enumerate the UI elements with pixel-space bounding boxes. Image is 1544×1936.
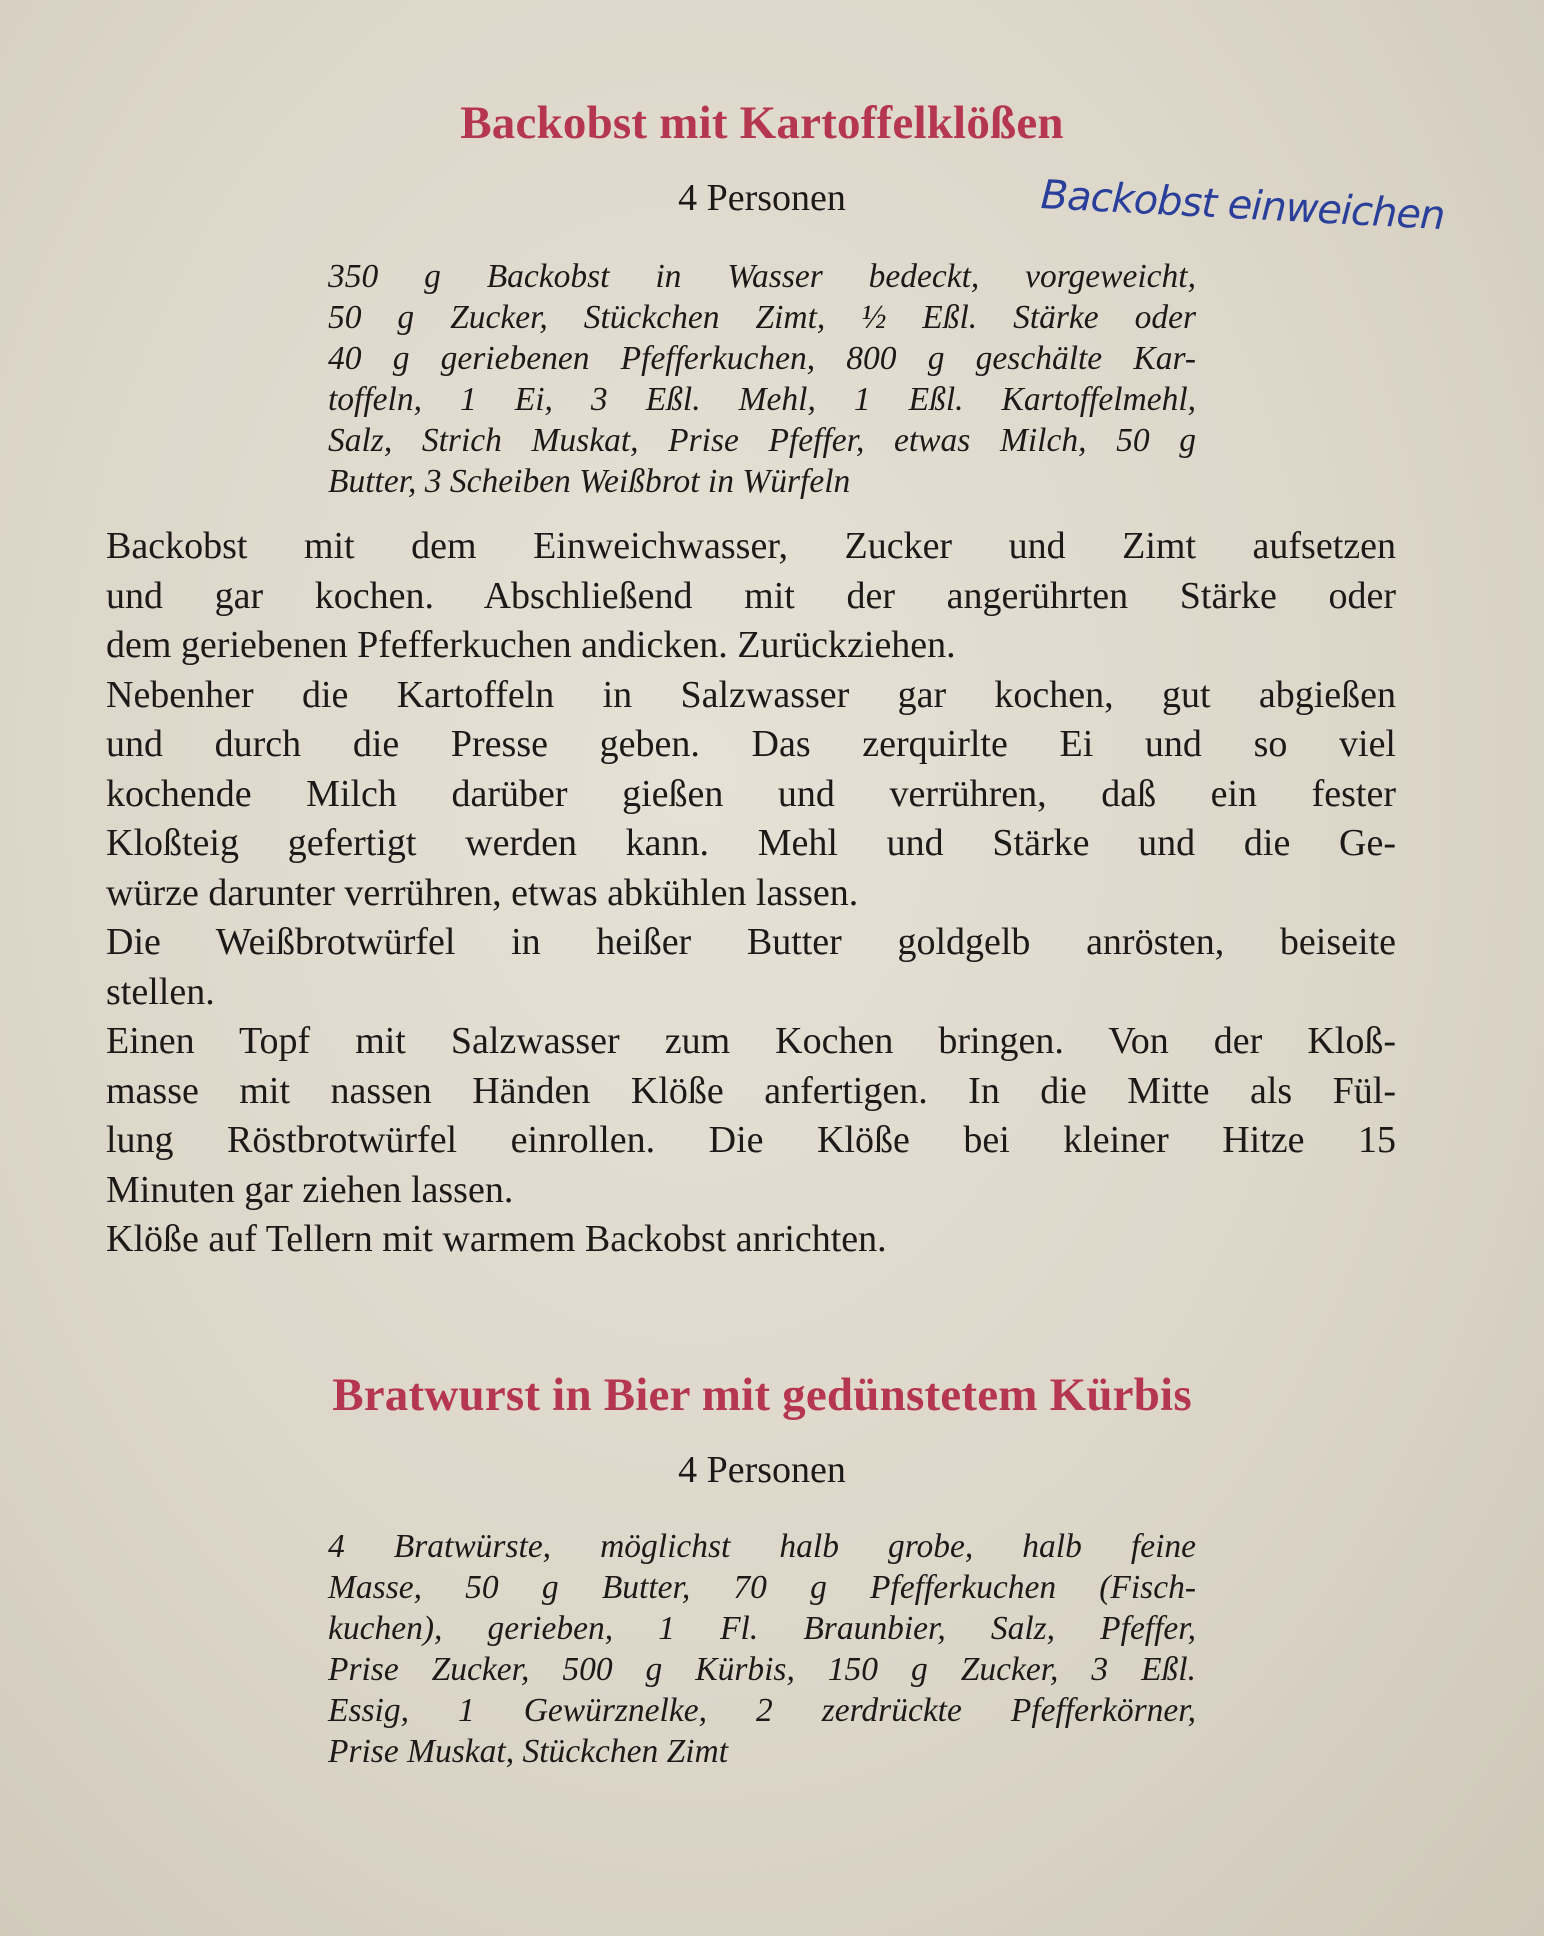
- instruction-line: lung Röstbrotwürfel einrollen. Die Klöße bei kleiner Hitze 15: [106, 1119, 1396, 1161]
- ingredient-line: Butter, 3 Scheiben Weißbrot in Würfeln: [328, 463, 851, 500]
- instruction-line: Backobst mit dem Einweichwasser, Zucker und Zimt aufsetzen: [106, 525, 1396, 567]
- ingredients-list: [328, 1526, 1196, 1772]
- instruction-line: dem geriebenen Pfefferkuchen andicken. Zurückziehen.: [106, 624, 956, 666]
- ingredient-line: 350 g Backobst in Wasser bedeckt, vorgeweicht,: [328, 258, 1196, 295]
- ingredient-line: Essig, 1 Gewürznelke, 2 zerdrückte Pfefferkörner,: [328, 1692, 1196, 1729]
- instruction-line: Nebenher die Kartoffeln in Salzwasser gar kochen, gut abgießen: [106, 673, 1396, 716]
- ingredient-line: 40 g geriebenen Pfefferkuchen, 800 g geschälte Kar-: [328, 340, 1196, 377]
- instruction-line: stellen.: [106, 970, 215, 1013]
- instruction-line: Einen Topf mit Salzwasser zum Kochen bringen. Von der Kloß-: [106, 1020, 1396, 1062]
- ingredient-line: 4 Bratwürste, möglichst halb grobe, halb feine: [328, 1528, 1196, 1565]
- recipe-title: Bratwurst in Bier mit gedünstetem Kürbis: [332, 1369, 1192, 1421]
- ingredient-line: Salz, Strich Muskat, Prise Pfeffer, etwas Milch, 50 g: [328, 422, 1196, 459]
- instruction-line: Minuten gar ziehen lassen.: [106, 1168, 514, 1211]
- instruction-line: masse mit nassen Händen Klöße anfertigen. In die Mitte als Fül-: [106, 1069, 1396, 1112]
- ingredient-line: Masse, 50 g Butter, 70 g Pfefferkuchen (Fisch-: [328, 1569, 1196, 1606]
- instruction-line: Kloßteig gefertigt werden kann. Mehl und Stärke und die Ge-: [106, 822, 1396, 864]
- ingredient-line: 50 g Zucker, Stückchen Zimt, ½ Eßl. Stärke oder: [328, 299, 1196, 336]
- servings: 4 Personen: [678, 177, 846, 219]
- instruction-line: und durch die Presse geben. Das zerquirlte Ei und so viel: [106, 723, 1396, 765]
- ingredient-line: Prise Muskat, Stückchen Zimt: [328, 1733, 729, 1770]
- instruction-line: kochende Milch darüber gießen und verrühren, daß ein fester: [106, 772, 1396, 815]
- handwritten-note: Backobst einweichen: [1039, 172, 1446, 240]
- instruction-line: Klöße auf Tellern mit warmem Backobst anrichten.: [106, 1218, 887, 1260]
- instruction-line: würze darunter verrühren, etwas abkühlen lassen.: [106, 871, 859, 914]
- servings: 4 Personen: [678, 1449, 846, 1491]
- recipe-title: Backobst mit Kartoffelklößen: [460, 97, 1064, 149]
- instructions-text: [106, 522, 1396, 1265]
- ingredients-list: [328, 256, 1196, 502]
- ingredient-line: kuchen), gerieben, 1 Fl. Braunbier, Salz, Pfeffer,: [328, 1610, 1196, 1647]
- instruction-line: und gar kochen. Abschließend mit der angerührten Stärke oder: [106, 574, 1396, 617]
- ingredient-line: toffeln, 1 Ei, 3 Eßl. Mehl, 1 Eßl. Kartoffelmehl,: [328, 381, 1196, 418]
- ingredient-line: Prise Zucker, 500 g Kürbis, 150 g Zucker, 3 Eßl.: [328, 1651, 1196, 1688]
- instruction-line: Die Weißbrotwürfel in heißer Butter goldgelb anrösten, beiseite: [106, 921, 1396, 963]
